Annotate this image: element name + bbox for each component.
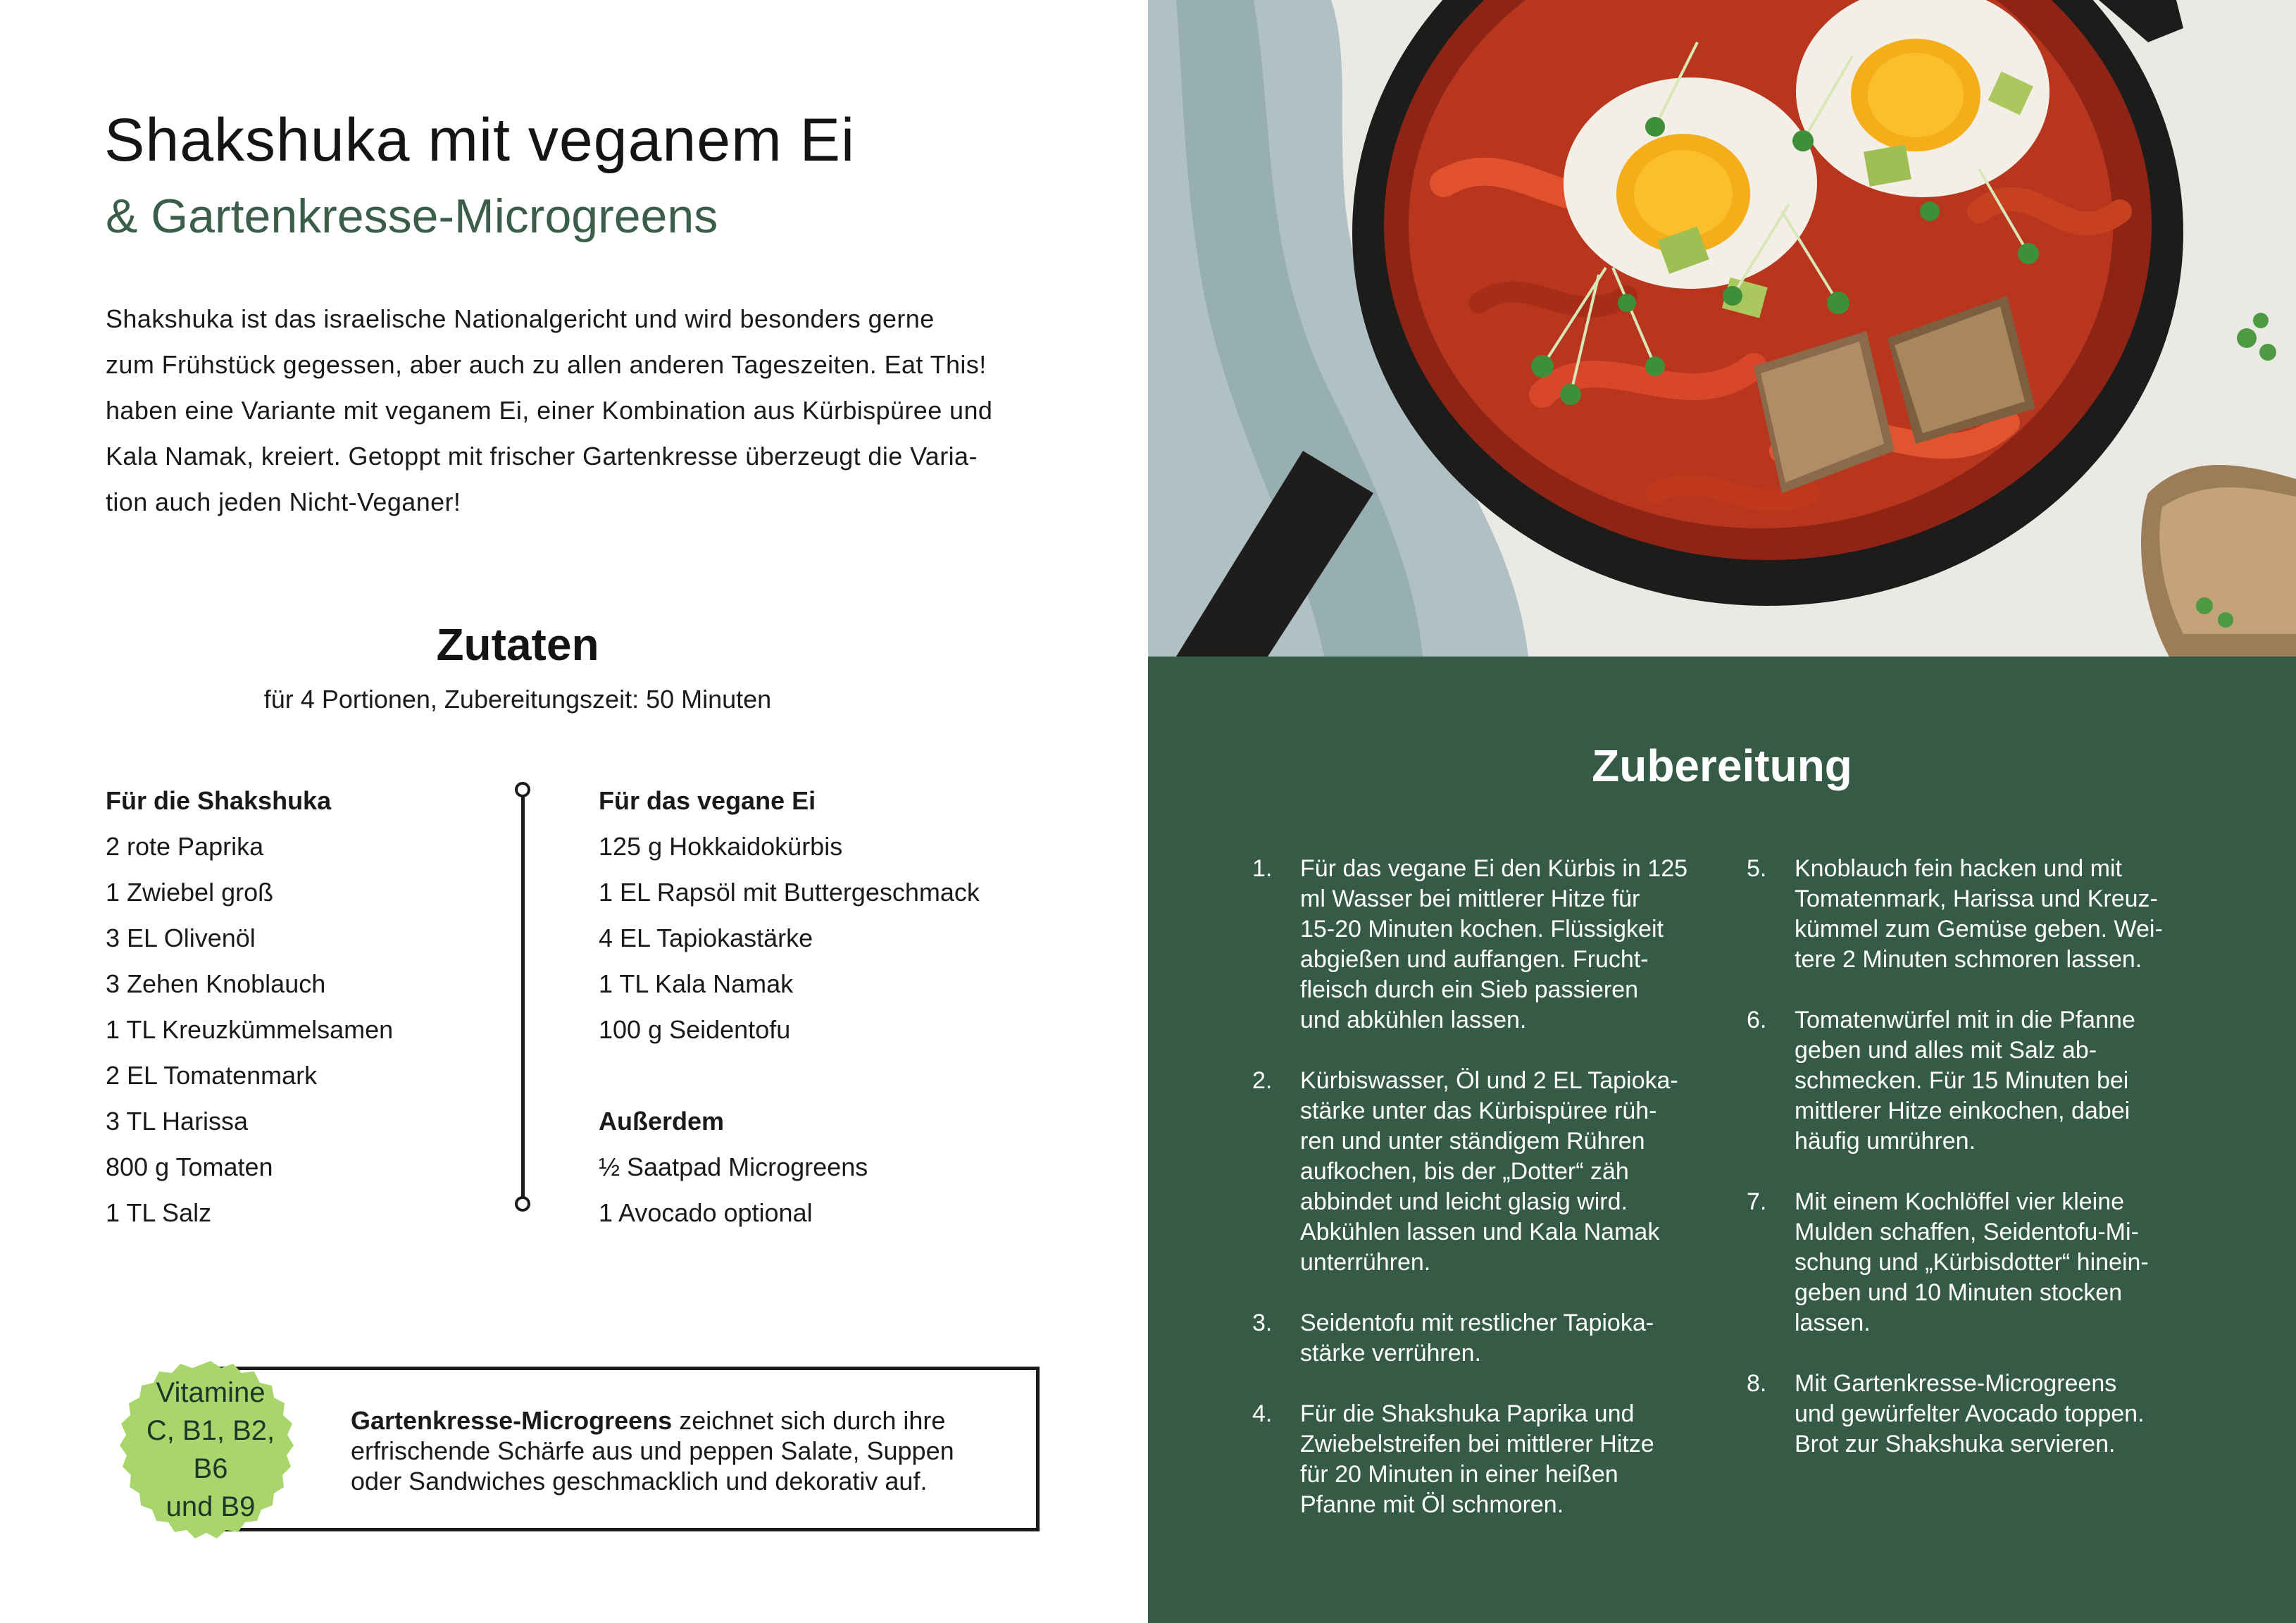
step-line: für 20 Minuten in einer heißen xyxy=(1300,1461,1618,1488)
step-line: unterrühren. xyxy=(1300,1249,1431,1276)
preparation-panel xyxy=(1148,657,2296,1623)
preparation-step xyxy=(1252,1066,1703,1278)
ingredient-item: 3 Zehen Knoblauch xyxy=(106,969,326,998)
step-line: ren und unter ständigem Rühren xyxy=(1300,1128,1645,1155)
step-line: Tomatenmark, Harissa und Kreuz- xyxy=(1795,885,2158,912)
step-number: 4. xyxy=(1252,1400,1273,1427)
step-line: Pfanne mit Öl schmoren. xyxy=(1300,1491,1564,1518)
ingredients-divider xyxy=(514,782,531,1212)
tip-line: zeichnet sich durch ihre xyxy=(672,1406,946,1435)
step-line: Knoblauch fein hacken und mit xyxy=(1795,855,2122,882)
tip-text xyxy=(351,1405,1013,1496)
step-line: ml Wasser bei mittlerer Hitze für xyxy=(1300,885,1640,912)
step-line: Mulden schaffen, Seidentofu-Mi- xyxy=(1795,1219,2139,1245)
step-line: schmecken. Für 15 Minuten bei xyxy=(1795,1067,2129,1094)
tip-line: oder Sandwiches geschmacklich und dekorativ auf. xyxy=(351,1467,928,1495)
step-line: tere 2 Minuten schmoren lassen. xyxy=(1795,946,2142,973)
ingredient-item: 100 g Seidentofu xyxy=(599,1015,791,1044)
ingredient-item: ½ Saatpad Microgreens xyxy=(599,1152,868,1181)
tip-bold: Gartenkresse-Microgreens xyxy=(351,1406,673,1435)
ingredients-heading: Zutaten xyxy=(436,619,599,670)
step-line: aufkochen, bis der „Dotter“ zäh xyxy=(1300,1158,1629,1185)
recipe-intro xyxy=(106,296,1021,525)
ingredient-item: 3 EL Olivenöl xyxy=(106,924,256,952)
step-number: 6. xyxy=(1747,1007,1767,1033)
step-line: geben und alles mit Salz ab- xyxy=(1795,1037,2097,1064)
intro-line: Kala Namak, kreiert. Getoppt mit frischer Gartenkresse überzeugt die Varia- xyxy=(106,442,978,471)
intro-line: zum Frühstück gegessen, aber auch zu allen anderen Tageszeiten. Eat This! xyxy=(106,350,987,379)
photo-illustration xyxy=(1148,0,2296,657)
right-page xyxy=(1148,0,2296,1623)
tip-box xyxy=(217,1367,1040,1531)
divider-dot-bottom xyxy=(515,1196,530,1212)
preparation-step xyxy=(1252,1399,1703,1520)
ingredient-group-heading: Für das vegane Ei xyxy=(599,786,816,815)
ingredient-item: 800 g Tomaten xyxy=(106,1152,273,1181)
step-line: 15-20 Minuten kochen. Flüssigkeit xyxy=(1300,916,1664,943)
step-number: 8. xyxy=(1747,1370,1767,1397)
ingredient-item: 1 TL Salz xyxy=(106,1198,212,1227)
intro-line: Shakshuka ist das israelische Nationalgericht und wird besonders gerne xyxy=(106,304,935,333)
step-line: kümmel zum Gemüse geben. Wei- xyxy=(1795,916,2163,943)
preparation-step xyxy=(1747,1187,2197,1338)
ingredient-item: 2 EL Tomatenmark xyxy=(106,1061,318,1090)
step-number: 3. xyxy=(1252,1310,1273,1336)
ingredient-item: 125 g Hokkaidokürbis xyxy=(599,832,843,861)
step-line: stärke verrühren. xyxy=(1300,1340,1481,1367)
divider-dot-top xyxy=(515,782,530,797)
badge-line: Vitamine xyxy=(156,1377,266,1408)
ingredient-item: 1 TL Kreuzkümmelsamen xyxy=(106,1015,394,1044)
step-line: abbindet und leicht glasig wird. xyxy=(1300,1188,1628,1215)
step-line: abgießen und auffangen. Frucht- xyxy=(1300,946,1649,973)
recipe-subtitle: & Gartenkresse-Microgreens xyxy=(106,189,718,243)
ingredient-group-heading: Außerdem xyxy=(599,1107,725,1136)
preparation-step xyxy=(1252,854,1703,1036)
ingredient-item: 3 TL Harissa xyxy=(106,1107,249,1136)
step-line: fleisch durch ein Sieb passieren xyxy=(1300,976,1639,1003)
shakshuka-photo xyxy=(1148,0,2296,657)
list-spacer xyxy=(599,1052,980,1098)
step-line: Abkühlen lassen und Kala Namak xyxy=(1300,1219,1660,1245)
step-line: und abkühlen lassen. xyxy=(1300,1007,1527,1033)
step-line: lassen. xyxy=(1795,1310,1871,1336)
step-line: Für das vegane Ei den Kürbis in 125 xyxy=(1300,855,1688,882)
preparation-step xyxy=(1747,1005,2197,1157)
step-line: Mit einem Kochlöffel vier kleine xyxy=(1795,1188,2125,1215)
step-number: 1. xyxy=(1252,855,1273,882)
ingredient-item: 1 TL Kala Namak xyxy=(599,969,794,998)
step-line: Kürbiswasser, Öl und 2 EL Tapioka- xyxy=(1300,1067,1678,1094)
step-number: 2. xyxy=(1252,1067,1273,1094)
ingredient-item: 1 Zwiebel groß xyxy=(106,878,274,907)
divider-line xyxy=(521,790,525,1203)
step-line: häufig umrühren. xyxy=(1795,1128,1976,1155)
ingredients-list-egg xyxy=(599,778,980,1236)
intro-line: haben eine Variante mit veganem Ei, einer Kombination aus Kürbispüree und xyxy=(106,396,993,425)
ingredient-group-heading: Für die Shakshuka xyxy=(106,786,332,815)
ingredient-item: 2 rote Paprika xyxy=(106,832,264,861)
step-number: 5. xyxy=(1747,855,1767,882)
step-line: Mit Gartenkresse-Microgreens xyxy=(1795,1370,2117,1397)
step-line: geben und 10 Minuten stocken xyxy=(1795,1279,2123,1306)
step-line: mittlerer Hitze einkochen, dabei xyxy=(1795,1097,2130,1124)
step-line: Brot zur Shakshuka servieren. xyxy=(1795,1431,2116,1457)
ingredients-list-shakshuka xyxy=(106,778,393,1236)
ingredient-item: 1 EL Rapsöl mit Buttergeschmack xyxy=(599,878,980,907)
preparation-step xyxy=(1747,854,2197,975)
badge-text xyxy=(126,1374,295,1526)
preparation-step xyxy=(1747,1369,2197,1460)
vitamin-badge xyxy=(111,1348,310,1551)
ingredients-meta: für 4 Portionen, Zubereitungszeit: 50 Minuten xyxy=(263,685,772,714)
preparation-steps-col1 xyxy=(1252,854,1703,1550)
preparation-heading: Zubereitung xyxy=(1592,740,1852,791)
step-line: stärke unter das Kürbispüree rüh- xyxy=(1300,1097,1657,1124)
step-line: Seidentofu mit restlicher Tapioka- xyxy=(1300,1310,1654,1336)
badge-line: C, B1, B2, B6 xyxy=(146,1415,275,1484)
preparation-step xyxy=(1252,1308,1703,1369)
ingredient-item: 1 Avocado optional xyxy=(599,1198,813,1227)
step-line: Für die Shakshuka Paprika und xyxy=(1300,1400,1635,1427)
intro-line: tion auch jeden Nicht-Veganer! xyxy=(106,487,461,516)
ingredient-item: 4 EL Tapiokastärke xyxy=(599,924,813,952)
recipe-title: Shakshuka mit veganem Ei xyxy=(104,106,856,174)
badge-line: und B9 xyxy=(166,1491,256,1522)
step-line: Tomatenwürfel mit in die Pfanne xyxy=(1795,1007,2135,1033)
preparation-steps-col2 xyxy=(1747,854,2197,1490)
tip-line: erfrischende Schärfe aus und peppen Salate, Suppen xyxy=(351,1436,954,1465)
step-line: schung und „Kürbisdotter“ hinein- xyxy=(1795,1249,2149,1276)
step-number: 7. xyxy=(1747,1188,1767,1215)
step-line: Zwiebelstreifen bei mittlerer Hitze xyxy=(1300,1431,1654,1457)
step-line: und gewürfelter Avocado toppen. xyxy=(1795,1400,2145,1427)
